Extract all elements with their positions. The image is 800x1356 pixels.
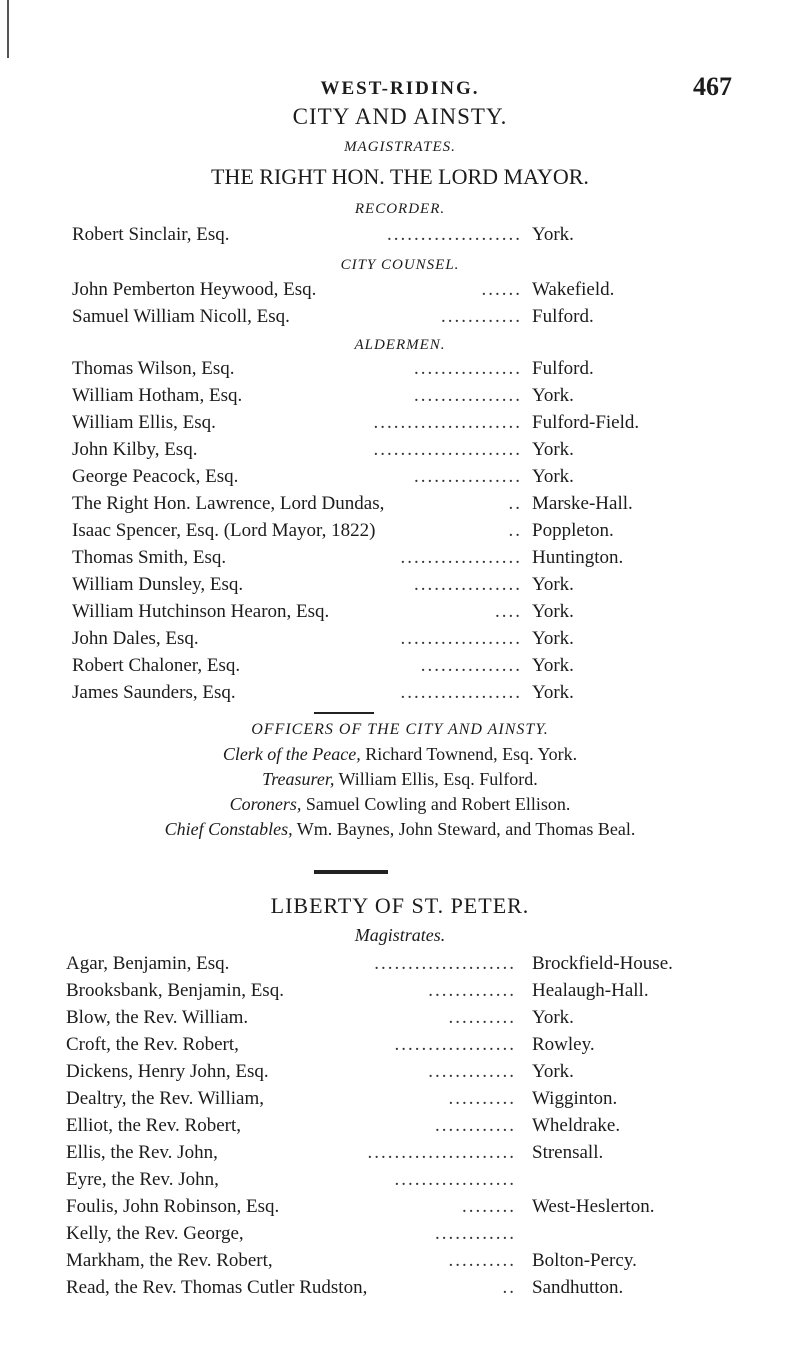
place-name: York.	[532, 682, 574, 703]
magistrates-heading: MAGISTRATES.	[344, 139, 456, 155]
list-item	[66, 1247, 766, 1274]
list-item	[72, 598, 752, 625]
place-name: Fulford.	[532, 306, 594, 327]
person-name: William Hotham, Esq.	[72, 385, 243, 406]
leader-dots: ..	[508, 520, 522, 541]
aldermen-heading: ALDERMEN.	[354, 337, 446, 353]
person-name: Croft, the Rev. Robert,	[66, 1034, 239, 1055]
list-item	[72, 276, 752, 303]
place-name: Brockfield-House.	[532, 953, 673, 974]
person-name: Foulis, John Robinson, Esq.	[66, 1196, 280, 1217]
officer-detail: Richard Townend, Esq. York.	[360, 744, 578, 764]
list-item	[66, 1031, 766, 1058]
list-item	[72, 679, 752, 706]
liberty-magistrates-list	[66, 950, 766, 1301]
place-name: York.	[532, 574, 574, 595]
person-name: Thomas Wilson, Esq.	[72, 358, 235, 379]
section-divider-thick	[314, 870, 388, 874]
leader-dots: ..................	[394, 1169, 516, 1190]
aldermen-list	[72, 355, 752, 706]
place-name: York.	[532, 628, 574, 649]
list-item	[72, 490, 752, 517]
list-item	[66, 1058, 766, 1085]
leader-dots: ................	[414, 466, 522, 487]
leader-dots: ............	[435, 1115, 516, 1136]
leader-dots: ..........	[448, 1007, 516, 1028]
recorder-list	[72, 221, 752, 248]
section-divider	[314, 712, 374, 714]
leader-dots: ..................	[394, 1034, 516, 1055]
list-item	[72, 409, 752, 436]
person-name: William Dunsley, Esq.	[72, 574, 244, 595]
person-name: Agar, Benjamin, Esq.	[66, 953, 230, 974]
list-item	[66, 1166, 766, 1193]
list-item	[66, 950, 766, 977]
leader-dots: ....	[495, 601, 522, 622]
list-item	[66, 1004, 766, 1031]
person-name: John Pemberton Heywood, Esq.	[72, 279, 317, 300]
officers-heading: OFFICERS OF THE CITY AND AINSTY.	[251, 721, 549, 738]
list-item	[66, 1274, 766, 1301]
officer-detail: William Ellis, Esq. Fulford.	[334, 769, 538, 789]
place-name: York.	[532, 439, 574, 460]
place-name: Healaugh-Hall.	[532, 980, 649, 1001]
list-item	[72, 544, 752, 571]
place-name: Marske-Hall.	[532, 493, 633, 514]
place-name: Fulford.	[532, 358, 594, 379]
list-item	[72, 517, 752, 544]
place-name: Bolton-Percy.	[532, 1250, 637, 1271]
place-name: Poppleton.	[532, 520, 614, 541]
place-name: York.	[532, 224, 574, 245]
place-name: York.	[532, 655, 574, 676]
place-name: Wheldrake.	[532, 1115, 621, 1136]
place-name: Fulford-Field.	[532, 412, 640, 433]
leader-dots: ..................	[400, 547, 522, 568]
person-name: Robert Sinclair, Esq.	[72, 224, 230, 245]
person-name: Ellis, the Rev. John,	[66, 1142, 218, 1163]
place-name: Huntington.	[532, 547, 624, 568]
place-name: York.	[532, 1007, 574, 1028]
page-number: 467	[693, 72, 732, 101]
list-item	[66, 1220, 766, 1247]
leader-dots: .............	[428, 1061, 516, 1082]
list-item	[72, 355, 752, 382]
leader-dots: ..	[508, 493, 522, 514]
person-name: Robert Chaloner, Esq.	[72, 655, 241, 676]
leader-dots: ............	[435, 1223, 516, 1244]
person-name: James Saunders, Esq.	[72, 682, 236, 703]
person-name: Markham, the Rev. Robert,	[66, 1250, 273, 1271]
list-item	[72, 625, 752, 652]
place-name: Wigginton.	[532, 1088, 618, 1109]
leader-dots: ......................	[367, 1142, 516, 1163]
page-edge-rule	[7, 0, 9, 58]
person-name: Eyre, the Rev. John,	[66, 1169, 219, 1190]
person-name: William Ellis, Esq.	[72, 412, 216, 433]
person-name: Samuel William Nicoll, Esq.	[72, 306, 290, 327]
leader-dots: ............	[441, 306, 522, 327]
person-name: George Peacock, Esq.	[72, 466, 239, 487]
leader-dots: ..	[502, 1277, 516, 1298]
person-name: Dealtry, the Rev. William,	[66, 1088, 264, 1109]
place-name: York.	[532, 466, 574, 487]
leader-dots: ........	[462, 1196, 516, 1217]
officers-section	[0, 718, 800, 842]
person-name: Kelly, the Rev. George,	[66, 1223, 244, 1244]
list-item	[72, 463, 752, 490]
officer-line	[0, 742, 800, 767]
list-item	[66, 977, 766, 1004]
place-name: York.	[532, 385, 574, 406]
person-name: The Right Hon. Lawrence, Lord Dundas,	[72, 493, 385, 514]
leader-dots: .....................	[374, 953, 516, 974]
leader-dots: ................	[414, 574, 522, 595]
place-name: Sandhutton.	[532, 1277, 624, 1298]
place-name: Wakefield.	[532, 279, 615, 300]
list-item	[66, 1193, 766, 1220]
person-name: Read, the Rev. Thomas Cutler Rudston,	[66, 1277, 368, 1298]
counsel-heading: CITY COUNSEL.	[340, 257, 460, 273]
leader-dots: ..................	[400, 682, 522, 703]
person-name: Blow, the Rev. William.	[66, 1007, 249, 1028]
place-name: West-Heslerton.	[532, 1196, 655, 1217]
list-item	[66, 1112, 766, 1139]
list-item	[72, 303, 752, 330]
officer-detail: Samuel Cowling and Robert Ellison.	[301, 794, 571, 814]
officer-title: Treasurer,	[262, 769, 335, 789]
city-title: CITY AND AINSTY.	[292, 104, 508, 129]
list-item	[66, 1085, 766, 1112]
person-name: Elliot, the Rev. Robert,	[66, 1115, 242, 1136]
officer-line	[0, 817, 800, 842]
officer-line	[0, 767, 800, 792]
leader-dots: ....................	[387, 224, 522, 245]
list-item	[72, 436, 752, 463]
place-name: Strensall.	[532, 1142, 604, 1163]
leader-dots: ......................	[373, 439, 522, 460]
list-item	[72, 382, 752, 409]
leader-dots: ......................	[373, 412, 522, 433]
person-name: Brooksbank, Benjamin, Esq.	[66, 980, 284, 1001]
leader-dots: ................	[414, 385, 522, 406]
running-head: WEST-RIDING.	[320, 78, 480, 99]
place-name: York.	[532, 1061, 574, 1082]
person-name: Thomas Smith, Esq.	[72, 547, 227, 568]
person-name: John Kilby, Esq.	[72, 439, 198, 460]
officer-title: Chief Constables,	[164, 819, 293, 839]
person-name: William Hutchinson Hearon, Esq.	[72, 601, 330, 622]
officer-line	[0, 792, 800, 817]
officer-title: Clerk of the Peace,	[222, 744, 361, 764]
leader-dots: ..........	[448, 1088, 516, 1109]
liberty-magistrates-heading: Magistrates.	[354, 925, 446, 945]
list-item	[72, 571, 752, 598]
counsel-list	[72, 276, 752, 330]
leader-dots: .............	[428, 980, 516, 1001]
list-item	[72, 652, 752, 679]
person-name: John Dales, Esq.	[72, 628, 199, 649]
leader-dots: ...............	[420, 655, 522, 676]
list-item	[66, 1139, 766, 1166]
place-name: York.	[532, 601, 574, 622]
recorder-heading: RECORDER.	[354, 201, 446, 217]
person-name: Isaac Spencer, Esq. (Lord Mayor, 1822)	[72, 520, 376, 541]
lord-mayor-line: THE RIGHT HON. THE LORD MAYOR.	[211, 164, 589, 189]
person-name: Dickens, Henry John, Esq.	[66, 1061, 269, 1082]
leader-dots: ..................	[400, 628, 522, 649]
leader-dots: ..........	[448, 1250, 516, 1271]
place-name: Rowley.	[532, 1034, 595, 1055]
officer-title: Coroners,	[229, 794, 302, 814]
leader-dots: ................	[414, 358, 522, 379]
leader-dots: ......	[481, 279, 522, 300]
list-item	[72, 221, 752, 248]
liberty-title: LIBERTY OF ST. PETER.	[270, 893, 530, 918]
officer-detail: Wm. Baynes, John Steward, and Thomas Beal.	[292, 819, 636, 839]
